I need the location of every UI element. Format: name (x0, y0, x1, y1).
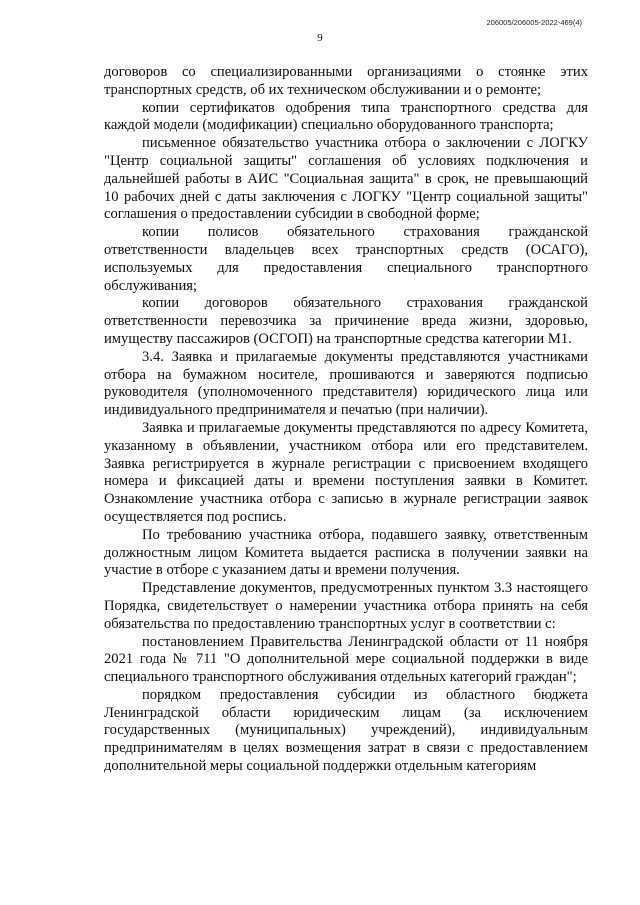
page-number: 9 (317, 32, 323, 44)
paragraph: По требованию участника отбора, подавшего заявку, ответственным должностным лицом Комитета выдается расписка в получении заявки на участие в отборе с указанием даты и времени получения. (104, 526, 588, 579)
paragraph: договоров со специализированными организациями о стоянке этих транспортных средств, об их техническом обслуживании и о ремонте; (104, 64, 588, 98)
paragraph: 3.4. Заявка и прилагаемые документы представляются участниками отбора на бумажном носителе, прошиваются и заверяются подписью руководителя (уполномоченного представителя) юридического лица или индивидуального предпринимателя и печатью (при наличии). (104, 348, 588, 419)
paragraph: Представление документов, предусмотренных пунктом 3.3 настоящего Порядка, свидетельствует о намерении участника отбора принять на себя обязательства по предоставлению транспортных услуг в соответствии с: (104, 580, 588, 632)
paragraph: Заявка и прилагаемые документы представляются по адресу Комитета, указанному в объявлении, участником отбора или его представителем. Заявка регистрируется в журнале регистрации с присвоением входящего номера и фиксацией даты и времени поступления заявки в Комитет. Ознакомление участника отбора с записью в журнале регистрации заявок осуществляется под роспись. (104, 419, 588, 525)
paragraph: копии полисов обязательного страхования гражданской ответственности владельцев всех транспортных средств (ОСАГО), используемых для предоставления специального транспортного обслуживания; (104, 224, 588, 294)
paragraph: письменное обязательство участника отбора о заключении с ЛОГКУ "Центр социальной защиты" соглашения об условиях подключения и дальнейшей работы в АИС "Социальная защита" в срок, не превышающий 10 рабочих дней с даты заключения с ЛОГКУ "Центр социальной защиты" соглашения о предоставлении субсидии в свободной форме; (104, 135, 588, 223)
document-body (104, 64, 588, 776)
paragraph: копии сертификатов одобрения типа транспортного средства для каждой модели (модификации) специально оборудованного транспорта; (104, 99, 588, 134)
paragraph: постановлением Правительства Ленинградской области от 11 ноября 2021 года № 711 "О дополнительной мере социальной поддержки в виде специального транспортного обслуживания отдельных категорий граждан"; (104, 633, 588, 686)
paragraph: копии договоров обязательного страхования гражданской ответственности перевозчика за причинение вреда жизни, здоровью, имуществу пассажиров (ОСГОП) на транспортные средства категории М1. (104, 295, 588, 347)
paragraph: порядком предоставления субсидии из областного бюджета Ленинградской области юридическим лицам (за исключением государственных (муниципальных) учреждений), индивидуальным предпринимателям в целях возмещения затрат в связи с предоставлением дополнительной меры социальной поддержки отдельным категориям (104, 686, 588, 775)
document-id: 206005/206005-2022-469(4) (486, 18, 582, 27)
